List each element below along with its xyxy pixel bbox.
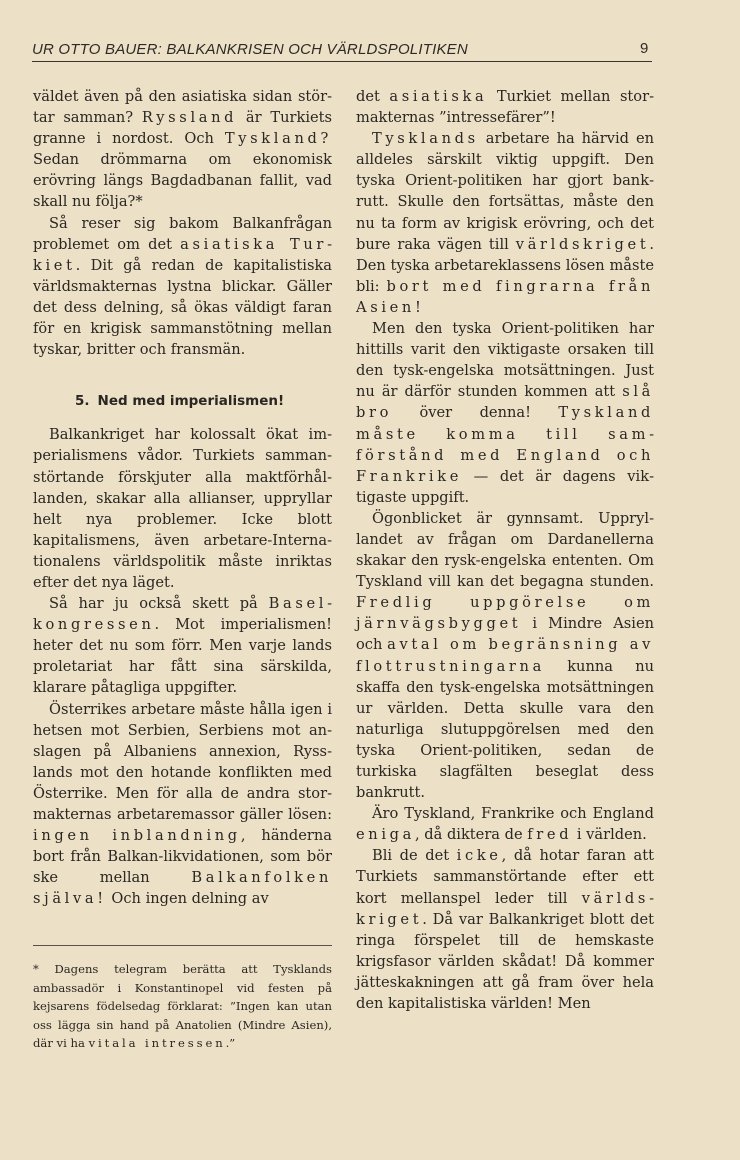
running-header	[32, 41, 652, 62]
running-title: UR OTTO BAUER: BALKANKRISEN OCH VÄRLDSPOLITIKEN	[32, 41, 468, 58]
paragraph: det asiatiska Turkiet mellan stormakternas ”intressefärer”!	[356, 88, 654, 127]
paragraph: Österrikes arbetare måste hålla igen i hetsen mot Serbien, Serbiens mot anslagen på Albaniens annexion, Rysslands mot den hotande konflikten med Österrike. Men för alla de andra stormakternas arbetaremassor gäller lösen: ingen inblandning, händerna bort från Balkan-likvidationen, som bör ske mellan Balkanfolken själva! Och ingen delning av	[33, 700, 332, 908]
footnote: * Dagens telegram berätta att Tysklands ambassadör i Konstantinopel vid festen på kejsarens födelsedag förklarat: ”Ingen kan utan oss lägga sin hand på Anatolien (Mindre Asien), där vi ha vitala intressen.”	[33, 945, 332, 1053]
paragraph: Men den tyska Orient-politiken har hittills varit den viktigaste orsaken till den tysk-engelska motsättningen. Just nu är därför stunden kommen att slå bro över denna! Tyskland måste komma till samförstånd med England och Frankrike — det är dagens viktigaste uppgift.	[356, 320, 654, 506]
left-column	[33, 86, 332, 909]
paragraph: Så har ju också skett på Baselkongressen. Mot imperialismen! heter det nu som förr. Men varje lands proletariat har fått sina särskilda, klarare påtagliga uppgifter.	[33, 595, 332, 697]
right-column	[356, 86, 654, 1014]
paragraph: Tysklands arbetare ha härvid en alldeles särskilt viktig uppgift. Den tyska Orient-politiken har gjort bankrutt. Skulle den fortsättas, måste den nu ta form av krigisk erövring, och det bure raka vägen till världskriget. Den tyska arbetareklassens lösen måste bli: bort med fingrarna från Asien!	[356, 130, 654, 316]
paragraph: väldet även på den asiatiska sidan störtar samman? Ryssland är Turkiets granne i nordost. Och Tyskland? Sedan drömmarna om ekonomisk erövring längs Bagdadbanan fallit, vad skall nu följa?*	[33, 88, 332, 211]
section-heading: 5. Ned med imperialismen!	[75, 393, 285, 410]
paragraph: Så reser sig bakom Balkanfrågan problemet om det asiatiska Turkiet. Dit gå redan de kapitalistiska världsmakternas lystna blickar. Gäller det dess delning, så ökas väldigt faran för en krigisk sammanstötning mellan tyskar, britter och fransmän.	[33, 214, 332, 359]
paragraph: Balkankriget har kolossalt ökat imperialismens vådor. Turkiets sammanstörtande förskjuter alla maktförhållanden, skakar alla allianser, uppryllar helt nya problemer. Icke blott kapitalismens, även arbetare-Internationalens världspolitik måste inriktas efter det nya läget.	[33, 426, 332, 591]
paragraph: Äro Tyskland, Frankrike och England eniga, då diktera de fred i världen.	[356, 805, 654, 844]
paragraph: Bli de det icke, då hotar faran att Turkiets sammanstörtande efter ett kort mellanspel leder till världskriget. Då var Balkankriget blott det ringa förspelet till de hemskaste krigsfasor världen skådat! Då kommer jätteskakningen att gå fram över hela den kapitalistiska världen! Men	[356, 847, 654, 1013]
page-number: 9	[640, 40, 649, 57]
paragraph: Ögonblicket är gynnsamt. Uppryllandet av frågan om Dardanellerna skakar den rysk-engelska ententen. Om Tyskland vill kan det begagna stunden. Fredlig uppgörelse om järnvägsbygget i Mindre Asien och avtal om begränsning av flottrustningarna kunna nu skaffa den tysk-engelska motsättningen ur världen. Detta skulle vara den naturliga slutuppgörelsen med den tyska Orient-politiken, sedan de turkiska slagfälten beseglat dess bankrutt.	[356, 509, 654, 802]
